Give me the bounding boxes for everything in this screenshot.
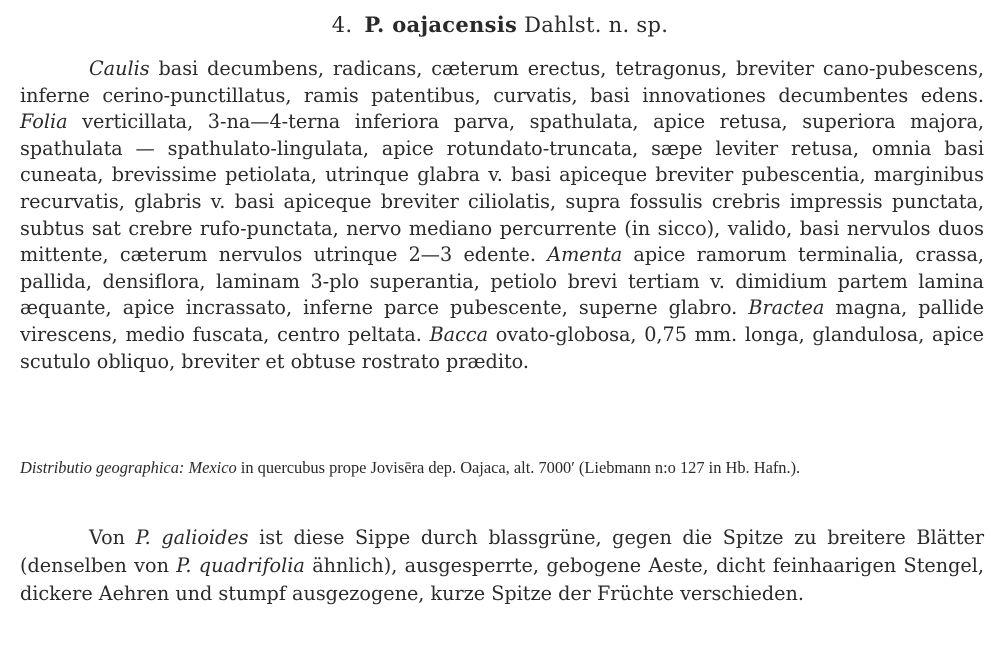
remark-text-1: ist diese Sippe durch blassgrüne, gegen die Spitze zu breitere Blätter (denselben von — [20, 526, 984, 577]
distribution-text: in quercubus prope Jovisēra dep. Oajaca, alt. 7000′ (Liebmann n:o 127 in Hb. Hafn.). — [236, 458, 801, 477]
remark-text-2: ähnlich), ausgesperrte, gebogene Aeste, dicht feinhaarigen Stengel, dickere Aehren und stumpf ausgezogene, kurze Spitze der Früchte verschieden. — [20, 554, 984, 605]
description-paragraph — [20, 56, 984, 375]
species-heading — [0, 12, 1000, 37]
species-author: Dahlst. n. sp. — [524, 13, 669, 37]
remark-paragraph — [20, 524, 984, 608]
species-name: P. oajacensis — [364, 12, 518, 37]
distribution-region: Mexico — [188, 458, 237, 477]
bacca-text: ovato-globosa, 0,75 mm. longa, glandulosa, apice scutulo obliquo, breviter et obtuse rostrato prædito. — [20, 322, 984, 373]
distribution-block — [20, 455, 984, 481]
caulis-text: basi decumbens, radicans, cæterum erectus, tetragonus, breviter cano-pubescens, inferne cerino-punctillatus, ramis patentibus, curvatis, basi innovationes decumbentes edens. — [20, 57, 984, 107]
bractea-text: magna, pallide virescens, medio fuscata, centro peltata. — [20, 296, 985, 346]
term-caulis: Caulis — [89, 57, 150, 80]
distribution-paragraph — [20, 455, 984, 481]
term-amenta: Amenta — [547, 243, 623, 267]
species-number: 4. — [331, 13, 353, 37]
species-description — [20, 56, 984, 375]
term-bacca: Bacca — [429, 322, 489, 346]
distribution-label: Distributio geographica: — [20, 458, 185, 477]
amenta-text: apice ramorum terminalia, crassa, pallida, densiflora, laminam 3-plo superantia, petiolo brevi tertiam v. dimidium partem lamina æquante, apice incrassato, inferne parce pubescente, superne glabro. — [20, 243, 984, 320]
folia-text: verticillata, 3-na—4-terna inferiora parva, spathulata, apice retusa, superiora majora, spathulata — spathulato-lingulata, apice rotundato-truncata, sæpe leviter retusa, omnia basi cuneata, brevissime petiolata, utrinque glabra v. basi apiceque breviter pubescentia, marginibus recurvatis, glabris v. basi apiceque breviter ciliolatis, supra fossulis crebris impressis punctata, subtus sat crebre rufo-punctata, nervo mediano percurrente (in sicco), valido, basi nervulos duos mittente, cæterum nervulos utrinque 2—3 edente. — [20, 110, 984, 267]
remark-block — [20, 524, 984, 608]
term-folia: Folia — [20, 110, 68, 134]
term-bractea: Bractea — [748, 296, 825, 320]
remark-ref-galioides: P. galioides — [135, 526, 249, 549]
remark-ref-quadrifolia: P. quadrifolia — [176, 554, 305, 577]
remark-intro: Von — [89, 526, 136, 549]
